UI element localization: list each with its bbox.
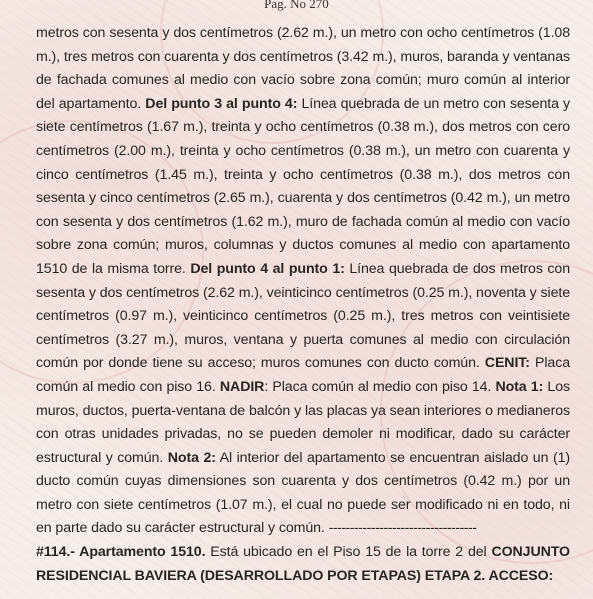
complex-name: CONJUNTO RESIDENCIAL BAVIERA (DESARROLLADO POR ETAPAS) ETAPA 2. ACCESO: bbox=[36, 544, 570, 584]
text-run: metros con sesenta y dos centímetros (2.62 m.), un metro con ocho centímetros (1.08 m.), tres metros con cuarenta y dos centímetros (3.42 m.), muros, baranda y ventanas de fachada comunes al medio con vacío sobre zona común; muro común al interior del apartamento. bbox=[36, 25, 570, 112]
text-run: : Placa común al medio con piso 14. bbox=[264, 378, 496, 395]
note-1-label: Nota 1: bbox=[495, 378, 544, 395]
apartment-entry-heading: #114.- Apartamento 1510. bbox=[36, 544, 206, 561]
apartment-entry-paragraph bbox=[36, 541, 570, 588]
note-2-label: Nota 2: bbox=[167, 449, 216, 466]
text-run: Los muros, ductos, puerta-ventana de balcón y las placas ya sean interiores o medianeros con otras unidades privadas, no se pueden demoler ni modificar, dado su carácter estructural y común. bbox=[36, 378, 570, 466]
nadir-label: NADIR bbox=[219, 378, 265, 395]
page-number-header: Pag. No 270 bbox=[264, 0, 329, 11]
section-heading-point-3-4: Del punto 3 al punto 4: bbox=[145, 95, 298, 112]
text-run: Línea quebrada de dos metros con sesenta y dos centímetros (2.62 m.), veinticinco centímetros (0.25 m.), noventa y siete centímetros (0.97 m.), veinticinco centímetros (0.25 m.), tres metros con veintisiete centímetros (3.27 m.), muros, ventana y puerta comunes al medio con circulación común por donde tiene su acceso; muros comunes con ducto común. bbox=[36, 260, 570, 372]
line-filler-dashes: ----------------------------------- bbox=[328, 520, 477, 537]
boundary-description-paragraph bbox=[36, 22, 570, 541]
text-run: Está ubicado en el Piso 15 de la torre 2 del bbox=[205, 544, 492, 561]
text-run: Al interior del apartamento se encuentran aislado un (1) ducto común cuyas dimensiones son cuarenta y dos centímetros (0.42 m.) por un metro con siete centímetros (1.07 m.), el cual no puede ser modificado ni en todo, ni en parte dado su carácter estructural y común. bbox=[36, 449, 570, 537]
deed-text-body bbox=[36, 22, 570, 588]
text-run: Línea quebrada de un metro con sesenta y siete centímetros (1.67 m.), treinta y ocho centímetros (0.38 m.), dos metros con cero centímetros (2.00 m.), treinta y ocho centímetros (0.38 m.), un metro con cuarenta y cinco centímetros (1.45 m.), treinta y ocho centímetros (0.38 m.), dos metros con sesenta y cinco centímetros (2.65 m.), cuarenta y dos centímetros (0.42 m.), un metro con sesenta y dos centímetros (1.62 m.), muro de fachada común al medio con vacío sobre zona común; muros, columnas y ductos comunes al medio con apartamento 1510 de la misma torre. bbox=[36, 95, 570, 277]
text-run: Placa común al medio con piso 16. bbox=[36, 355, 570, 395]
section-heading-point-4-1: Del punto 4 al punto 1: bbox=[190, 260, 345, 277]
cenit-label: CENIT: bbox=[484, 355, 530, 372]
